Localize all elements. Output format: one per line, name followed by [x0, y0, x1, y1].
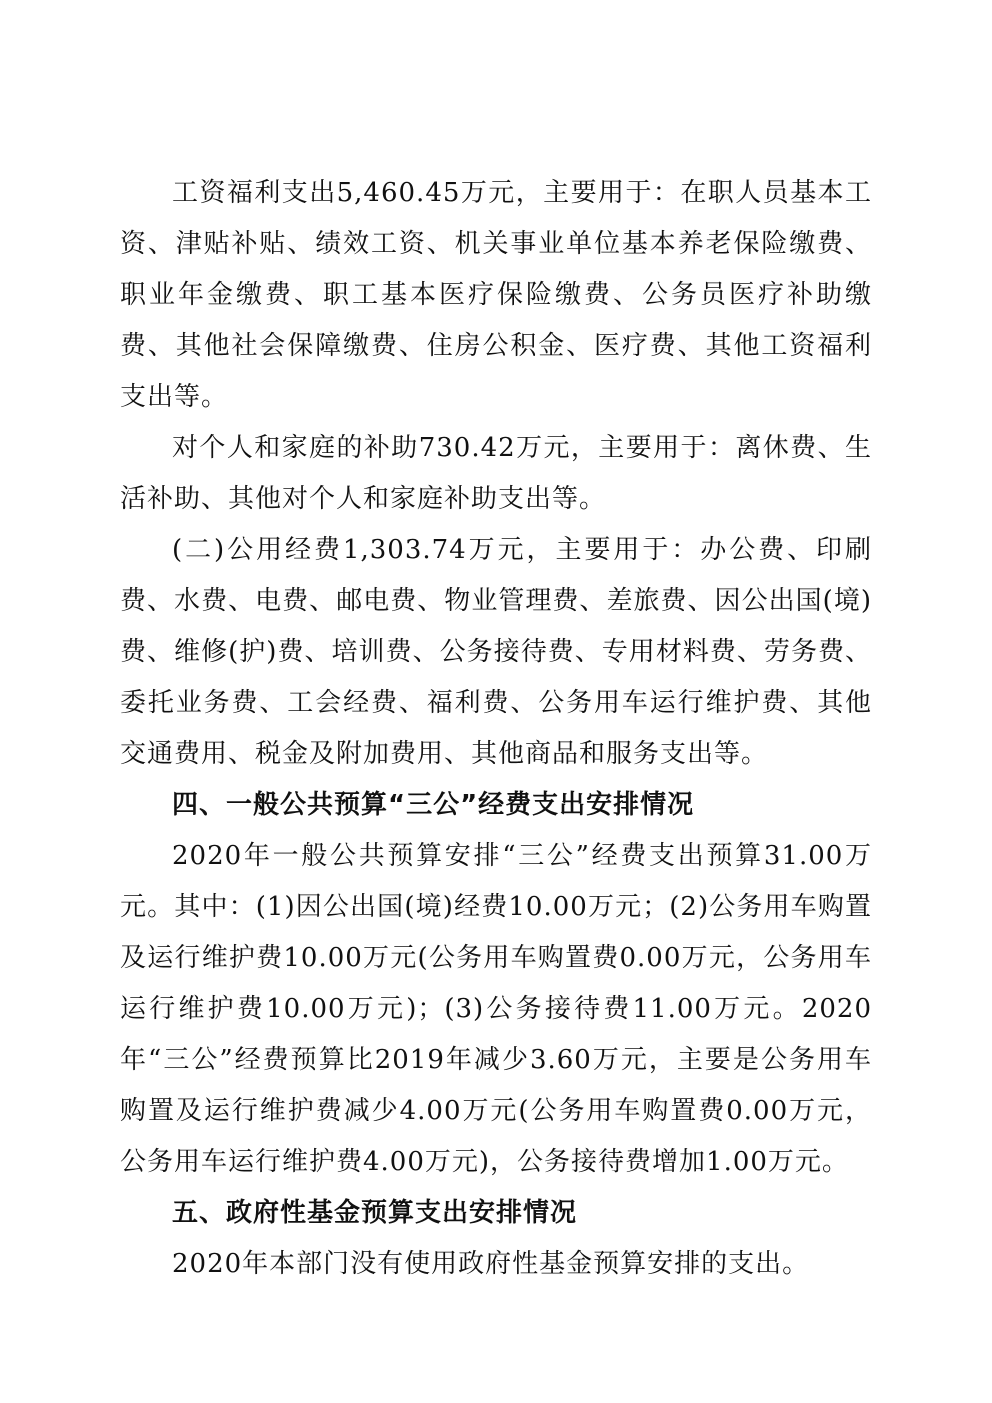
- paragraph-personal-family-subsidy: 对个人和家庭的补助730.42万元，主要用于：离休费、生活补助、其他对个人和家庭补助支出等。: [120, 433, 872, 514]
- paragraph-public-expenses: (二)公用经费1,303.74万元，主要用于：办公费、印刷费、水费、电费、邮电费、物业管理费、差旅费、因公出国(境)费、维修(护)费、培训费、公务接待费、专用材料费、劳务费、委托业务费、工会经费、福利费、公务用车运行维护费、其他交通费用、税金及附加费用、其他商品和服务支出等。: [120, 535, 872, 769]
- document-body: [120, 168, 872, 1290]
- section-heading-government-fund: 五、政府性基金预算支出安排情况: [172, 1198, 578, 1228]
- paragraph-three-public-expenses: 2020年一般公共预算安排“三公”经费支出预算31.00万元。其中：(1)因公出国(境)经费10.00万元；(2)公务用车购置及运行维护费10.00万元(公务用车购置费0.00万元，公务用车运行维护费10.00万元)；(3)公务接待费11.00万元。2020年“三公”经费预算比2019年减少3.60万元，主要是公务用车购置及运行维护费减少4.00万元(公务用车购置费0.00万元，公务用车运行维护费4.00万元)，公务接待费增加1.00万元。: [120, 841, 872, 1177]
- section-heading-three-public-expenses: 四、一般公共预算“三公”经费支出安排情况: [172, 790, 695, 820]
- paragraph-government-fund: 2020年本部门没有使用政府性基金预算安排的支出。: [172, 1249, 810, 1279]
- paragraph-salary-welfare: 工资福利支出5,460.45万元，主要用于：在职人员基本工资、津贴补贴、绩效工资、机关事业单位基本养老保险缴费、职业年金缴费、职工基本医疗保险缴费、公务员医疗补助缴费、其他社会保障缴费、住房公积金、医疗费、其他工资福利支出等。: [120, 178, 872, 412]
